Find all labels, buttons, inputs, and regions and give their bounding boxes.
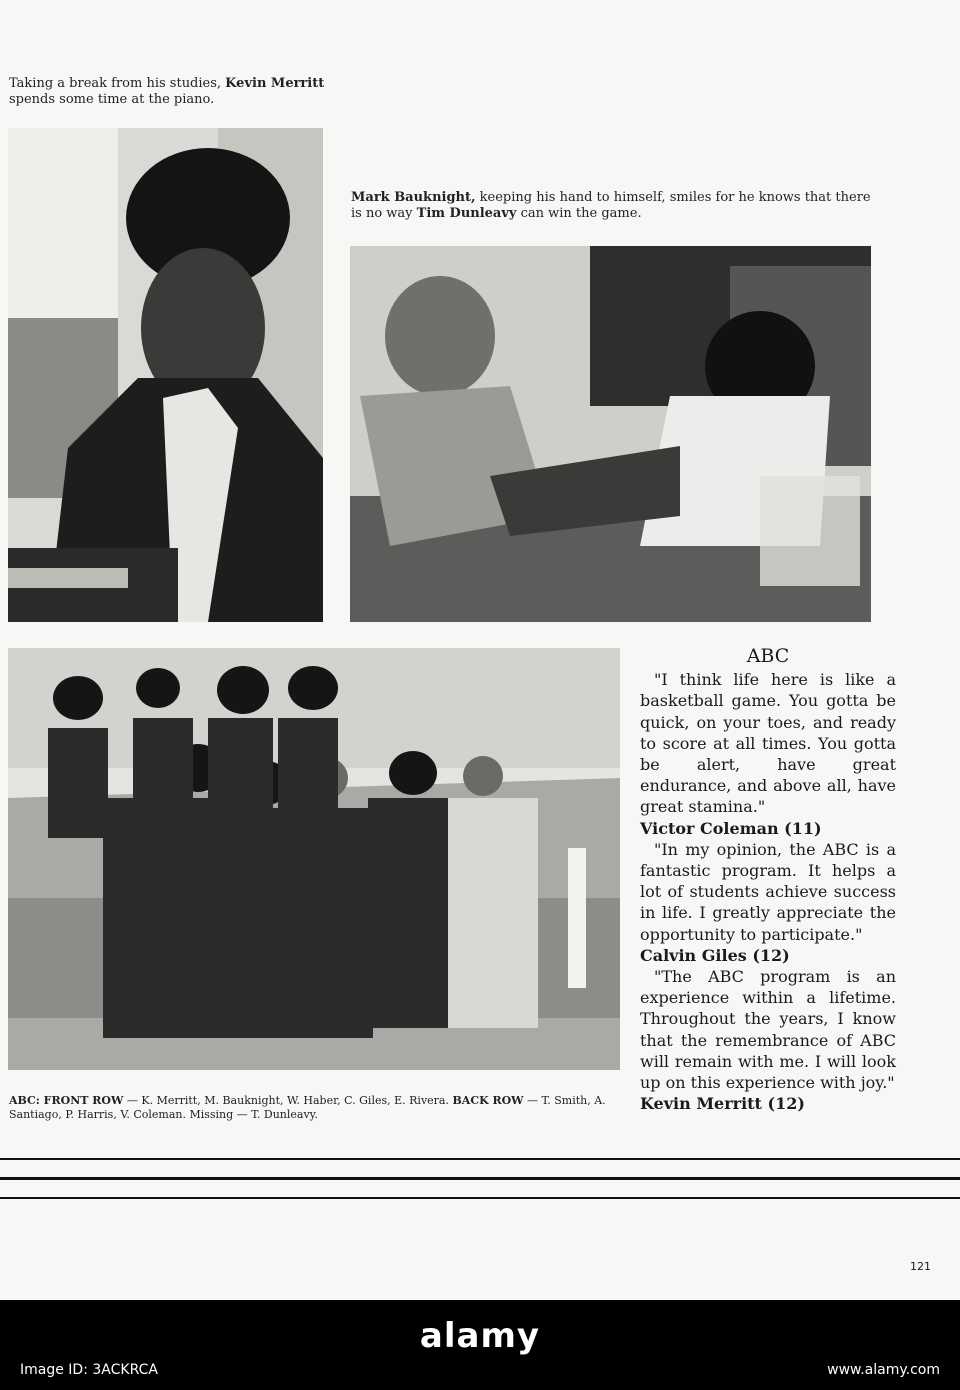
photo-game xyxy=(350,246,871,622)
alamy-logo: alamy xyxy=(419,1316,541,1356)
abc-article xyxy=(640,646,896,1114)
divider-rule-middle xyxy=(0,1177,960,1180)
page-number: 121 xyxy=(910,1260,931,1273)
caption-game: Mark Bauknight, keeping his hand to himself, smiles for he knows that there is no way Tim Dunleavy can win the game. xyxy=(351,190,871,221)
divider-rule-bottom xyxy=(0,1197,960,1199)
quote-3-author: Kevin Merritt (12) xyxy=(640,1094,805,1114)
quote-2: "In my opinion, the ABC is a fantastic program. It helps a lot of students achieve success in life. I greatly appreciate the opportunity to participate." Calvin Giles (12) xyxy=(640,839,896,965)
article-title: ABC xyxy=(746,645,790,667)
footer-url: www.alamy.com xyxy=(827,1362,940,1378)
caption-piano: Taking a break from his studies, Kevin Merritt spends some time at the piano. xyxy=(9,76,325,107)
quote-2-author: Calvin Giles (12) xyxy=(640,945,790,965)
quote-1-author: Victor Coleman (11) xyxy=(640,818,822,838)
caption-group: ABC: FRONT ROW — K. Merritt, M. Bauknight, W. Haber, C. Giles, E. Rivera. BACK ROW — T. Smith, A. Santiago, P. Harris, V. Coleman. Missing — T. Dunleavy. xyxy=(9,1094,606,1121)
stock-footer xyxy=(0,1300,960,1390)
quote-1: "I think life here is like a basketball game. You gotta be quick, on your toes, and ready to score at all times. You gotta be alert, have great endurance, and above all, have great stamina." Victor Coleman (11) xyxy=(640,670,896,838)
divider-rule-top xyxy=(0,1158,960,1160)
photo-group xyxy=(8,648,620,1070)
photo-piano xyxy=(8,128,323,622)
image-id: Image ID: 3ACKRCA xyxy=(20,1362,158,1378)
quote-3: "The ABC program is an experience within a lifetime. Throughout the years, I know that the remembrance of ABC will remain with me. I will look up on this experience with joy." Kevin Merritt (12) xyxy=(640,967,896,1114)
caption-piano-name: Kevin Merritt xyxy=(225,76,325,91)
